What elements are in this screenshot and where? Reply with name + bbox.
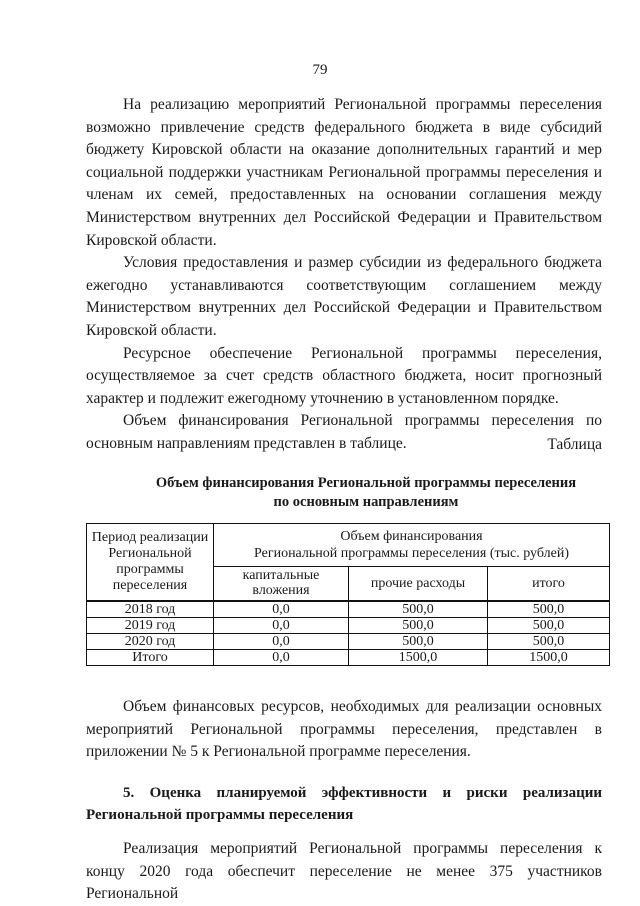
cell-capital: 0,0 (214, 601, 349, 618)
section-heading: 5. Оценка планируемой эффективности и риски реализации Региональной программы переселения (86, 785, 602, 823)
cell-total: 500,0 (488, 601, 610, 618)
header-capital: капитальные вложения (214, 566, 349, 601)
body-text-bottom (86, 838, 602, 906)
table-title (86, 474, 640, 512)
header-total: итого (488, 566, 610, 601)
table-row (87, 634, 610, 650)
body-text-after-table (86, 696, 602, 764)
table-row (87, 601, 610, 618)
table-header-row (87, 524, 610, 567)
header-other: прочие расходы (349, 566, 488, 601)
cell-other: 500,0 (349, 618, 488, 634)
cell-total: 1500,0 (488, 650, 610, 666)
paragraph-financial-resources: Объем финансовых ресурсов, необходимых для реализации основных мероприятий Региональной программы переселения, представлен в приложении № 5 к Региональной программе переселения. (86, 698, 602, 761)
table-row (87, 618, 610, 634)
cell-other: 500,0 (349, 634, 488, 650)
cell-period: 2019 год (87, 618, 214, 634)
paragraph-regional-budget: Ресурсное обеспечение Региональной программы переселения, осуществляемое за счет средств областного бюджета, носит прогнозный характер и подлежит ежегодному уточнению в установленном порядке. (86, 344, 602, 407)
table-row-total (87, 650, 610, 666)
header-period: Период реализации Региональной программы переселения (87, 524, 214, 602)
header-volume (214, 524, 610, 567)
cell-other: 500,0 (349, 601, 488, 618)
cell-capital: 0,0 (214, 618, 349, 634)
body-text-top (86, 94, 602, 456)
table-title-line-2: по основным направлениям (273, 494, 459, 510)
table-title-line-1: Объем финансирования Региональной программы переселения (155, 475, 577, 491)
table-label: Таблица (547, 436, 602, 453)
cell-total: 500,0 (488, 618, 610, 634)
page-number: 79 (312, 62, 328, 78)
financing-table (86, 523, 610, 666)
cell-capital: 0,0 (214, 634, 349, 650)
paragraph-financing-volume: Объем финансирования Региональной программы переселения по основным направлениям представлен в таблице. (86, 412, 602, 452)
paragraph-federal-funds: На реализацию мероприятий Региональной программы переселения возможно привлечение средств федерального бюджета в виде субсидий бюджету Кировской области на оказание дополнительных гарантий и мер социальной поддержки участникам Региональной программы переселения и членам их семей, предоставленных на основании соглашения между Министерством внутренних дел Российской Федерации и Правительством Кировской области. (86, 96, 602, 249)
paragraph-subsidy-conditions: Условия предоставления и размер субсидии из федерального бюджета ежегодно устанавливаются соответствующим соглашением между Министерством внутренних дел Российской Федерации и Правительством Кировской области. (86, 254, 602, 339)
cell-total: 500,0 (488, 634, 610, 650)
cell-period: 2020 год (87, 634, 214, 650)
header-volume-line-1: Объем финансирования (340, 528, 483, 544)
paragraph-implementation: Реализация мероприятий Региональной программы переселения к концу 2020 года обеспечит переселение не менее 375 участников Региональной (86, 840, 602, 903)
cell-capital: 0,0 (214, 650, 349, 666)
cell-other: 1500,0 (349, 650, 488, 666)
cell-period: 2018 год (87, 601, 214, 618)
cell-period: Итого (87, 650, 214, 666)
header-volume-line-2: Региональной программы переселения (тыс. рублей) (254, 545, 569, 561)
